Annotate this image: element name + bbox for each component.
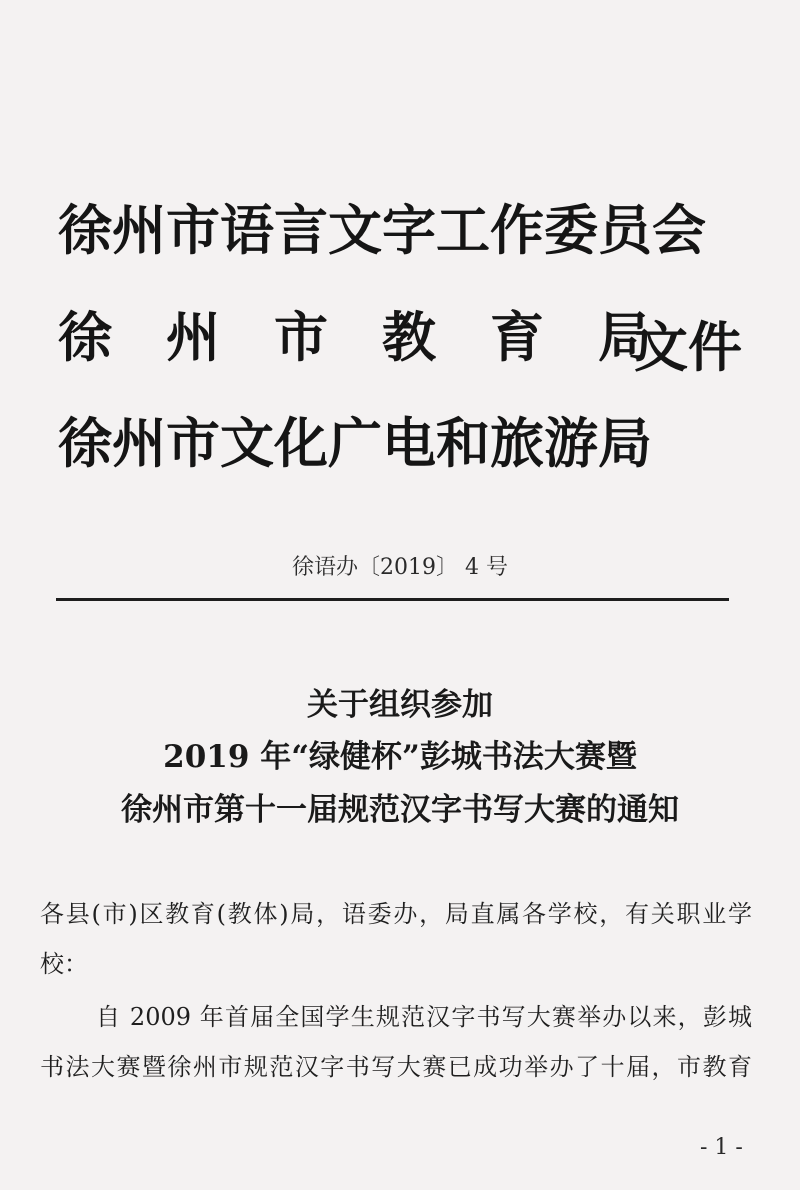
document-number: 徐语办〔2019〕 4 号 xyxy=(292,555,508,580)
notice-title-line-3: 徐州市第十一届规范汉字书写大赛的通知 xyxy=(121,792,679,828)
document-suffix: 文件 xyxy=(634,315,742,379)
header-divider xyxy=(56,598,729,601)
addressee-line-2: 校： xyxy=(40,950,88,978)
addressee-line-1: 各县(市)区教育(教体)局，语委办，局直属各学校，有关职业学 xyxy=(40,900,752,928)
notice-title-line-2: 2019 年“绿健杯”彭城书法大赛暨 xyxy=(163,739,637,775)
notice-title-line-1: 关于组织参加 xyxy=(307,687,493,723)
issuer-language-committee: 徐州市语言文字工作委员会 xyxy=(58,198,706,262)
issuer-education-bureau: 徐 州 市 教 育 局 xyxy=(58,305,652,369)
issuer-culture-tourism-bureau: 徐州市文化广电和旅游局 xyxy=(58,411,652,475)
page-number: - 1 - xyxy=(700,1135,743,1160)
paragraph-line-1: 自 2009 年首届全国学生规范汉字书写大赛举办以来，彭城 xyxy=(96,1003,752,1031)
paragraph-line-2: 书法大赛暨徐州市规范汉字书写大赛已成功举办了十届，市教育 xyxy=(40,1053,752,1081)
